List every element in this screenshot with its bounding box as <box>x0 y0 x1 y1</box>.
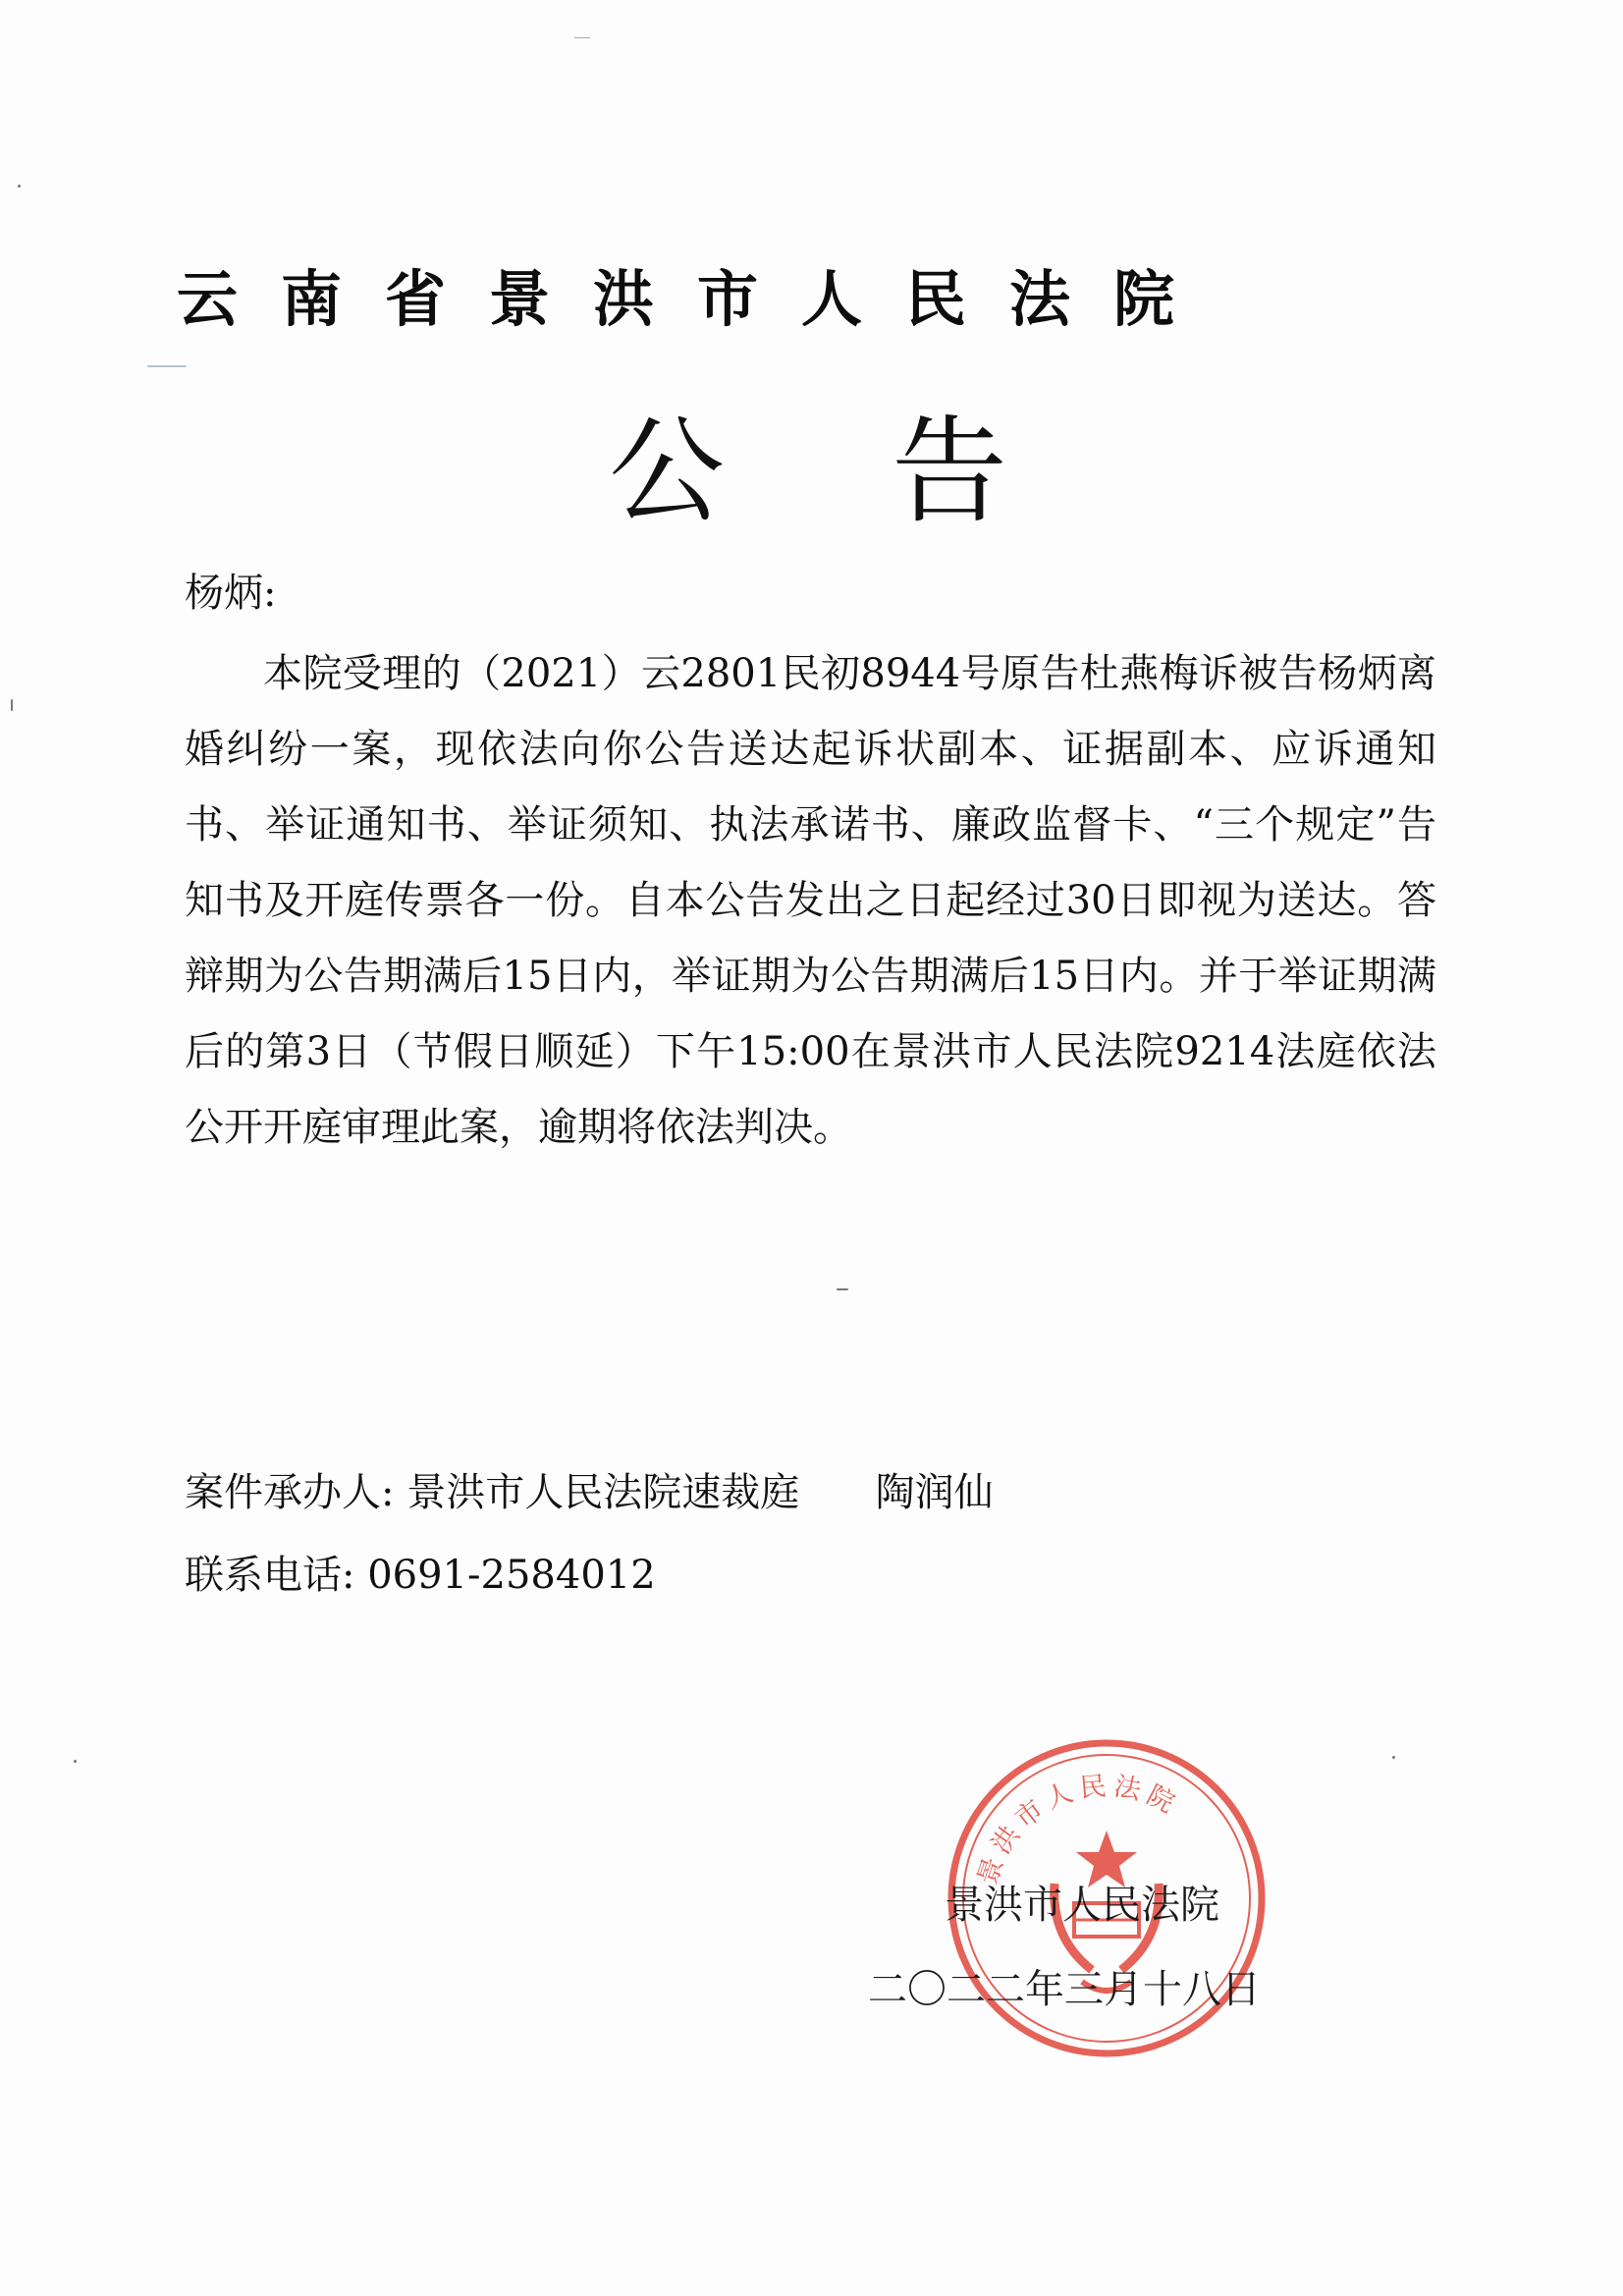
signature-court-name: 景洪市人民法院 <box>945 1883 1219 1928</box>
contact-phone-line <box>185 1544 656 1600</box>
case-handler-label: 案件承办人: <box>185 1470 395 1515</box>
signature-date: 二〇二二年三月十八日 <box>868 1967 1261 2012</box>
scan-speck <box>11 699 13 711</box>
scan-speck <box>74 1760 77 1763</box>
court-name-heading: 云南省景洪市人民法院 <box>177 263 1218 335</box>
scan-speck <box>574 37 590 38</box>
case-handler-unit: 景洪市人民法院速裁庭 <box>406 1470 800 1515</box>
notice-body: 本院受理的（2021）云2801民初8944号原告杜燕梅诉被告杨炳离婚纠纷一案，现依法向你公告送达起诉状副本、证据副本、应诉通知书、举证通知书、举证须知、执法承诺书、廉政监督卡、“三个规定”告知书及开庭传票各一份。自本公告发出之日起经过30日即视为送达。答辩期为公告期满后15日内，举证期为公告期满后15日内。并于举证期满后的第3日（节假日顺延）下午15:00在景洪市人民法院9214法庭依法公开开庭审理此案，逾期将依法判决。 <box>185 651 1436 1150</box>
court-seal-text: 景洪市人民法院 <box>972 1771 1185 1889</box>
scan-speck <box>837 1288 848 1290</box>
scan-speck <box>18 185 21 188</box>
case-handler-name: 陶润仙 <box>875 1470 994 1515</box>
document-title: 公告 <box>609 404 1175 539</box>
case-handler-line <box>185 1461 994 1517</box>
contact-phone-number: 0691-2584012 <box>367 1553 656 1598</box>
scan-speck <box>147 365 187 367</box>
addressee: 杨炳: <box>185 571 277 616</box>
contact-phone-label: 联系电话: <box>185 1553 355 1598</box>
scan-speck <box>1392 1756 1395 1759</box>
